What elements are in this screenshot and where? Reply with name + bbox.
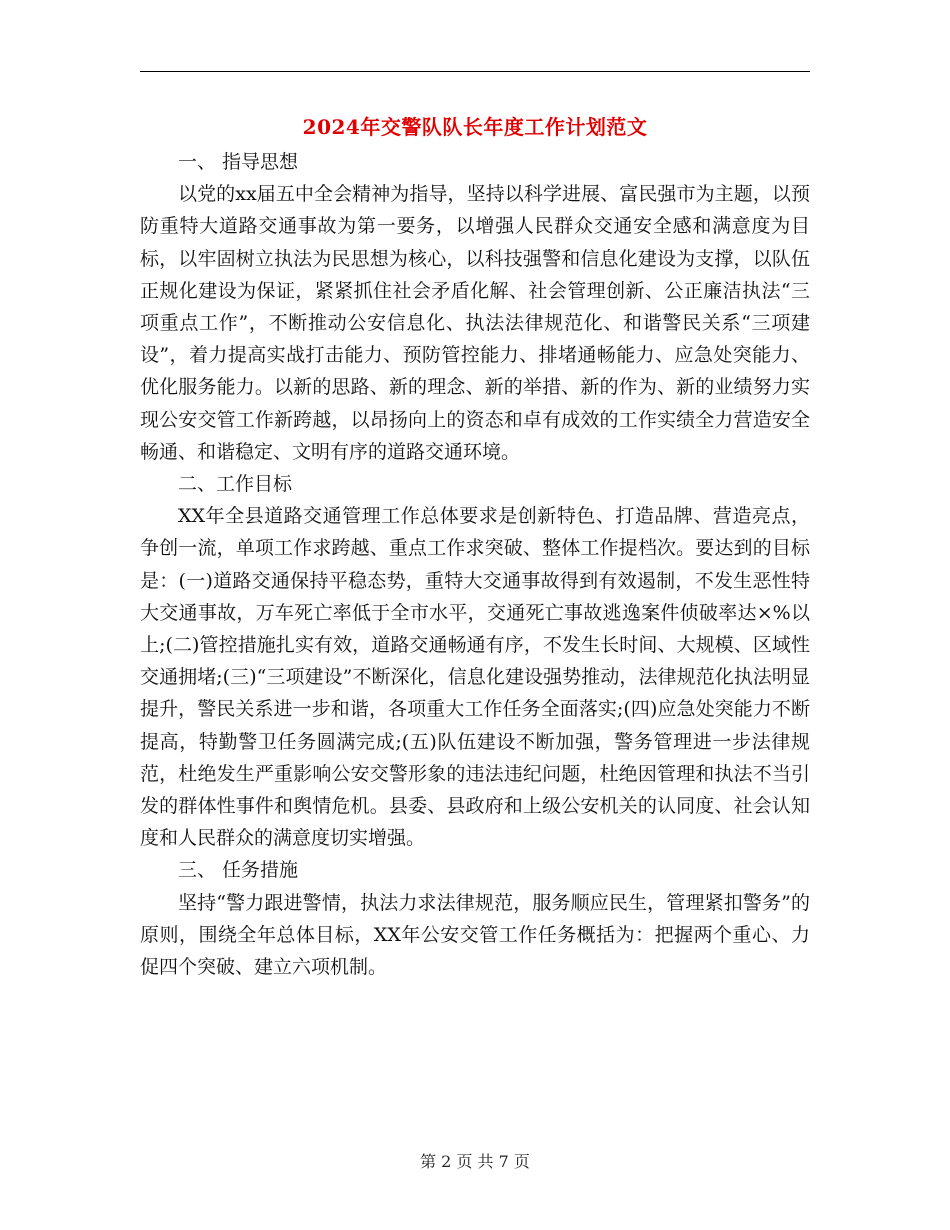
- header-rule: [140, 71, 810, 72]
- document-title: 2024年交警队队长年度工作计划范文: [302, 115, 648, 139]
- page-number-footer: 第 2 页 共 7 页: [420, 1152, 530, 1171]
- paragraph-task-measures: 坚持“警力跟进警情，执法力求法律规范，服务顺应民生，管理紧扣警务”的原则，围绕全年总体目标，XX年公安交管工作任务概括为：把握两个重心、力促四个突破、建立六项机制。: [140, 891, 810, 979]
- paragraph-guiding-ideology: 以党的xx届五中全会精神为指导，坚持以科学进展、富民强市为主题，以预防重特大道路交通事故为第一要务，以增强人民群众交通安全感和满意度为目标，以牢固树立执法为民思想为核心，以科技强警和信息化建设为支撑，以队伍正规化建设为保证，紧紧抓住社会矛盾化解、社会管理创新、公正廉洁执法“三项重点工作”，不断推动公安信息化、执法法律规范化、和谐警民关系“三项建设”，着力提高实战打击能力、预防管控能力、排堵通畅能力、应急处突能力、优化服务能力。以新的思路、新的理念、新的举措、新的作为、新的业绩努力实现公安交管工作新跨越，以昂扬向上的资态和卓有成效的工作实绩全力营造安全畅通、和谐稳定、文明有序的道路交通环境。: [140, 183, 810, 463]
- section-heading-work-goals: 二、工作目标: [178, 473, 293, 496]
- section-heading-task-measures: 三、 任务措施: [178, 859, 299, 882]
- document-body: [140, 146, 810, 983]
- section-heading-guiding-ideology: 一、 指导思想: [178, 151, 299, 173]
- paragraph-work-goals: XX年全县道路交通管理工作总体要求是创新特色、打造品牌、营造亮点，争创一流，单项工作求跨越、重点工作求突破、整体工作提档次。要达到的目标是：(一)道路交通保持平稳态势，重特大交通事故得到有效遏制，不发生恶性特大交通事故，万车死亡率低于全市水平，交通死亡事故逃逸案件侦破率达×%以上;(二)管控措施扎实有效，道路交通畅通有序，不发生长时间、大规模、区域性交通拥堵;(三)“三项建设”不断深化，信息化建设强势推动，法律规范化执法明显提升，警民关系进一步和谐，各项重大工作任务全面落实;(四)应急处突能力不断提高，特勤警卫任务圆满完成;(五)队伍建设不断加强，警务管理进一步法律规范，杜绝发生严重影响公安交警形象的违法违纪问题，杜绝因管理和执法不当引发的群体性事件和舆情危机。县委、县政府和上级公安机关的认同度、社会认知度和人民群众的满意度切实增强。: [140, 505, 810, 850]
